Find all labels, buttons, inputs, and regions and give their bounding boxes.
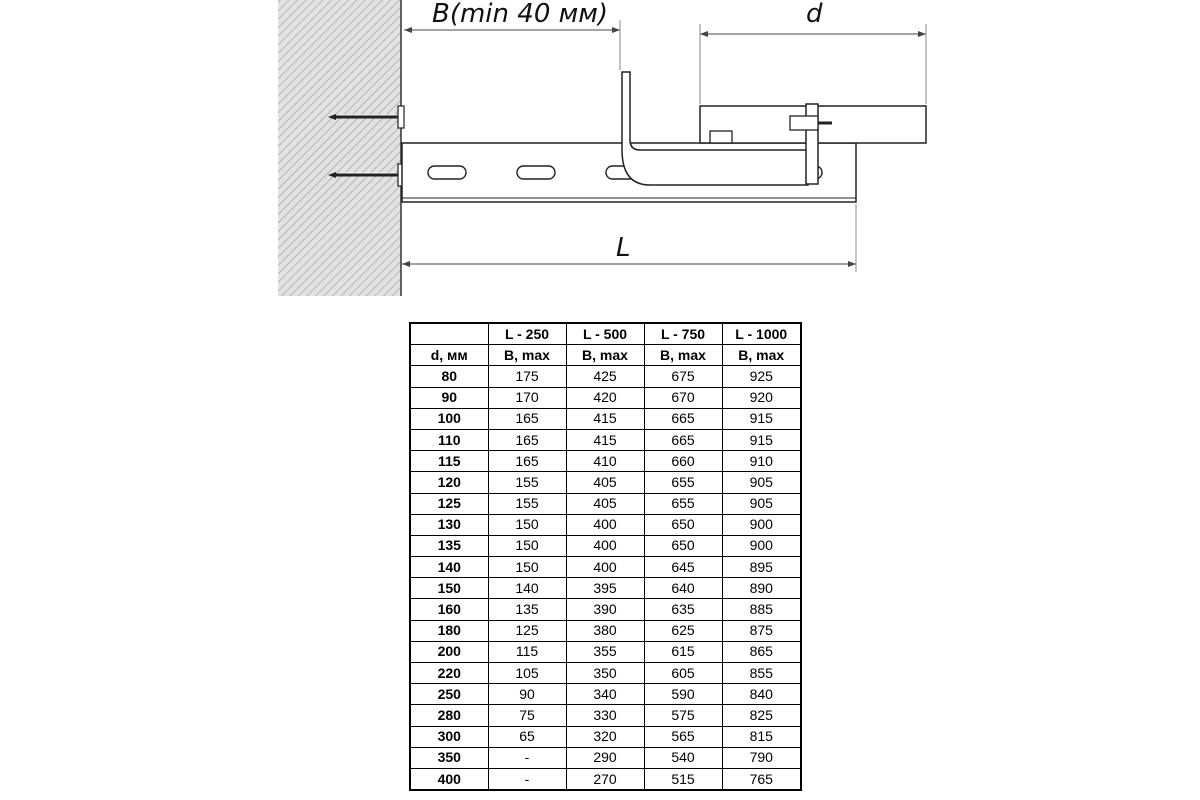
table-cell: - bbox=[488, 747, 566, 768]
table-cell: 380 bbox=[566, 620, 644, 641]
row-header-cell: 350 bbox=[410, 747, 488, 768]
table-cell: 605 bbox=[644, 663, 722, 684]
table-cell: 625 bbox=[644, 620, 722, 641]
label-l: L bbox=[616, 233, 631, 263]
table-row bbox=[410, 387, 801, 408]
table-row bbox=[410, 684, 801, 705]
table-cell: 885 bbox=[722, 599, 801, 620]
bracket-mounting-diagram bbox=[0, 0, 1200, 310]
row-header-cell: 120 bbox=[410, 472, 488, 493]
table-row bbox=[410, 705, 801, 726]
table-cell: 65 bbox=[488, 726, 566, 747]
row-header-cell: 135 bbox=[410, 535, 488, 556]
table-cell: 650 bbox=[644, 514, 722, 535]
table-cell: 355 bbox=[566, 641, 644, 662]
table-cell: 405 bbox=[566, 493, 644, 514]
table-cell: 150 bbox=[488, 557, 566, 578]
table-cell: 660 bbox=[644, 451, 722, 472]
table-cell: 400 bbox=[566, 514, 644, 535]
table-cell: 655 bbox=[644, 493, 722, 514]
table-row bbox=[410, 451, 801, 472]
table-row bbox=[410, 429, 801, 450]
table-cell: 75 bbox=[488, 705, 566, 726]
row-header-cell: 280 bbox=[410, 705, 488, 726]
header-cell: B, max bbox=[488, 345, 566, 366]
table-row bbox=[410, 514, 801, 535]
table-row bbox=[410, 663, 801, 684]
row-header-cell: 220 bbox=[410, 663, 488, 684]
table-cell: 675 bbox=[644, 366, 722, 387]
table-cell: 165 bbox=[488, 408, 566, 429]
table-cell: 340 bbox=[566, 684, 644, 705]
table-cell: 290 bbox=[566, 747, 644, 768]
table-cell: 825 bbox=[722, 705, 801, 726]
bracket-spec-table bbox=[409, 322, 802, 791]
table-cell: 665 bbox=[644, 429, 722, 450]
table-cell: 165 bbox=[488, 451, 566, 472]
table-cell: 395 bbox=[566, 578, 644, 599]
table-cell: 590 bbox=[644, 684, 722, 705]
table-cell: 415 bbox=[566, 408, 644, 429]
table-cell: 390 bbox=[566, 599, 644, 620]
table-row bbox=[410, 535, 801, 556]
row-header-cell: 110 bbox=[410, 429, 488, 450]
table-cell: 645 bbox=[644, 557, 722, 578]
table-row bbox=[410, 578, 801, 599]
table-cell: 890 bbox=[722, 578, 801, 599]
label-d: d bbox=[806, 0, 823, 29]
bracket-slot-2 bbox=[517, 166, 555, 179]
label-b-min: B(min 40 мм) bbox=[432, 0, 608, 29]
header-cell: B, max bbox=[644, 345, 722, 366]
table-cell: 155 bbox=[488, 493, 566, 514]
table-cell: 420 bbox=[566, 387, 644, 408]
table-cell: 790 bbox=[722, 747, 801, 768]
table-cell: 635 bbox=[644, 599, 722, 620]
table-row bbox=[410, 768, 801, 790]
table-cell: 350 bbox=[566, 663, 644, 684]
table-cell: 320 bbox=[566, 726, 644, 747]
table-cell: 655 bbox=[644, 472, 722, 493]
table-cell: 175 bbox=[488, 366, 566, 387]
table-cell: 900 bbox=[722, 514, 801, 535]
table-cell: 515 bbox=[644, 768, 722, 790]
table-cell: 115 bbox=[488, 641, 566, 662]
table-cell: 330 bbox=[566, 705, 644, 726]
table-cell: 270 bbox=[566, 768, 644, 790]
table-cell: 150 bbox=[488, 514, 566, 535]
row-header-cell: 125 bbox=[410, 493, 488, 514]
header-cell: L - 750 bbox=[644, 323, 722, 345]
table-cell: 105 bbox=[488, 663, 566, 684]
bolt-nut-small bbox=[710, 131, 732, 143]
table-cell: 405 bbox=[566, 472, 644, 493]
table-cell: 135 bbox=[488, 599, 566, 620]
header-cell bbox=[410, 323, 488, 345]
row-header-cell: 250 bbox=[410, 684, 488, 705]
row-header-cell: 130 bbox=[410, 514, 488, 535]
header-cell: L - 1000 bbox=[722, 323, 801, 345]
wall-hatched bbox=[278, 0, 401, 296]
table-cell: 815 bbox=[722, 726, 801, 747]
row-header-cell: 300 bbox=[410, 726, 488, 747]
table-row bbox=[410, 641, 801, 662]
table-cell: 150 bbox=[488, 535, 566, 556]
bolt-nut bbox=[790, 116, 818, 130]
table-cell: 415 bbox=[566, 429, 644, 450]
table-cell: 900 bbox=[722, 535, 801, 556]
row-header-cell: 400 bbox=[410, 768, 488, 790]
table-cell: 565 bbox=[644, 726, 722, 747]
table-cell: 665 bbox=[644, 408, 722, 429]
bracket-slot-1 bbox=[428, 166, 466, 179]
table-cell: 915 bbox=[722, 429, 801, 450]
header-cell: B, max bbox=[722, 345, 801, 366]
table-row bbox=[410, 366, 801, 387]
table-cell: 140 bbox=[488, 578, 566, 599]
table-cell: 875 bbox=[722, 620, 801, 641]
row-header-cell: 100 bbox=[410, 408, 488, 429]
table-cell: 575 bbox=[644, 705, 722, 726]
table-cell: 670 bbox=[644, 387, 722, 408]
table-cell: 540 bbox=[644, 747, 722, 768]
table-header-row-length bbox=[410, 323, 801, 345]
table-cell: 170 bbox=[488, 387, 566, 408]
table-cell: 840 bbox=[722, 684, 801, 705]
table-row bbox=[410, 599, 801, 620]
table-cell: 615 bbox=[644, 641, 722, 662]
table-cell: 410 bbox=[566, 451, 644, 472]
table-cell: 640 bbox=[644, 578, 722, 599]
table-row bbox=[410, 472, 801, 493]
table-header-row-units bbox=[410, 345, 801, 366]
row-header-cell: 80 bbox=[410, 366, 488, 387]
table-cell: 905 bbox=[722, 472, 801, 493]
table-cell: 925 bbox=[722, 366, 801, 387]
header-cell: d, мм bbox=[410, 345, 488, 366]
table-cell: 765 bbox=[722, 768, 801, 790]
header-cell: B, max bbox=[566, 345, 644, 366]
table-cell: 855 bbox=[722, 663, 801, 684]
table-cell: 125 bbox=[488, 620, 566, 641]
row-header-cell: 200 bbox=[410, 641, 488, 662]
header-cell: L - 250 bbox=[488, 323, 566, 345]
table-cell: 910 bbox=[722, 451, 801, 472]
table-cell: 650 bbox=[644, 535, 722, 556]
table-cell: 920 bbox=[722, 387, 801, 408]
row-header-cell: 180 bbox=[410, 620, 488, 641]
table-row bbox=[410, 620, 801, 641]
table-row bbox=[410, 557, 801, 578]
row-header-cell: 160 bbox=[410, 599, 488, 620]
table-cell: - bbox=[488, 768, 566, 790]
header-cell: L - 500 bbox=[566, 323, 644, 345]
table-cell: 915 bbox=[722, 408, 801, 429]
table-cell: 400 bbox=[566, 535, 644, 556]
row-header-cell: 150 bbox=[410, 578, 488, 599]
table-cell: 90 bbox=[488, 684, 566, 705]
table-row bbox=[410, 493, 801, 514]
table-row bbox=[410, 726, 801, 747]
table-cell: 165 bbox=[488, 429, 566, 450]
row-header-cell: 140 bbox=[410, 557, 488, 578]
table-row bbox=[410, 408, 801, 429]
table-cell: 400 bbox=[566, 557, 644, 578]
row-header-cell: 115 bbox=[410, 451, 488, 472]
table-cell: 865 bbox=[722, 641, 801, 662]
table-cell: 425 bbox=[566, 366, 644, 387]
table-cell: 155 bbox=[488, 472, 566, 493]
row-header-cell: 90 bbox=[410, 387, 488, 408]
table-cell: 905 bbox=[722, 493, 801, 514]
table-cell: 895 bbox=[722, 557, 801, 578]
table-row bbox=[410, 747, 801, 768]
